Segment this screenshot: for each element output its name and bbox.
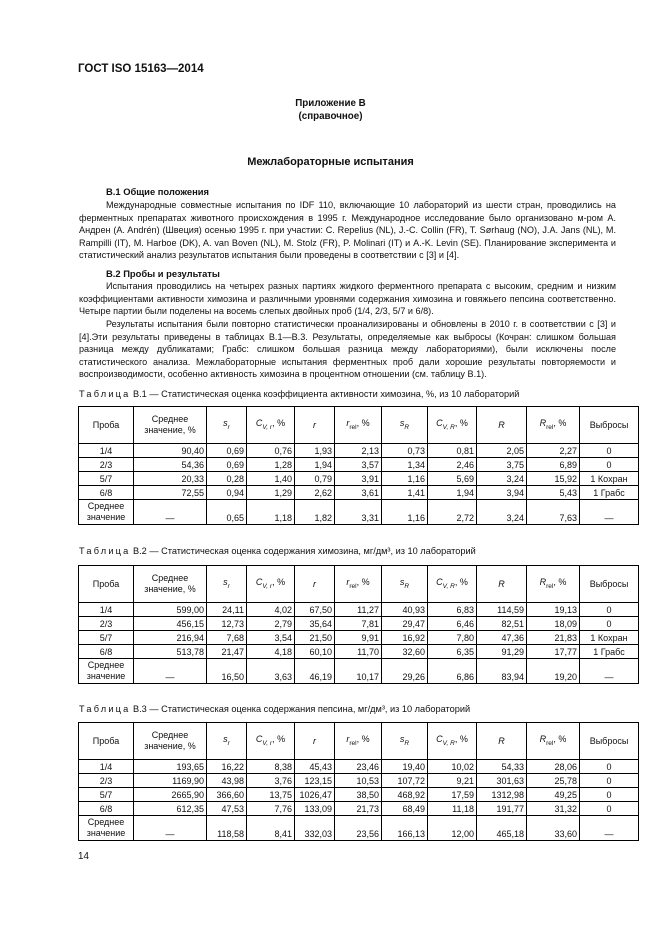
column-header: Выбросы (580, 407, 639, 444)
table-cell: 193,65 (134, 760, 207, 774)
row-label-cell: 6/8 (79, 645, 134, 659)
table-cell: 83,94 (477, 659, 527, 684)
table-cell: 1,82 (295, 500, 335, 525)
table-cell: 1026,47 (295, 788, 335, 802)
table-cell: 8,38 (247, 760, 295, 774)
table-cell: 3,24 (477, 500, 527, 525)
column-header: Проба (79, 407, 134, 444)
table-cell: 16,92 (382, 631, 428, 645)
table-cell: 35,64 (295, 617, 335, 631)
table-cell: 1,40 (247, 472, 295, 486)
table-cell: 54,33 (477, 760, 527, 774)
row-label-cell: 6/8 (79, 802, 134, 816)
table-cell: 19,40 (382, 760, 428, 774)
table-caption-text: В.1 — Статистическая оценка коэффициента активности химозина, %, из 10 лабораторий (130, 389, 520, 399)
table-cell: 4,02 (247, 603, 295, 617)
column-header: $C_{V, R}$, % (428, 407, 477, 444)
table-cell: 0 (580, 802, 639, 816)
table-cell: 2,79 (247, 617, 295, 631)
table-cell: 1312,98 (477, 788, 527, 802)
table-cell: 49,25 (527, 788, 580, 802)
table-cell: 82,51 (477, 617, 527, 631)
table-cell: 68,49 (382, 802, 428, 816)
table-cell: 24,11 (207, 603, 247, 617)
row-label-cell: Среднее значение (79, 659, 134, 684)
statistics-table (78, 406, 639, 525)
table-cell: 7,81 (335, 617, 382, 631)
table-cell: — (134, 816, 207, 841)
column-header: $r_{rel}$, % (335, 407, 382, 444)
table-caption (79, 704, 470, 714)
table-cell: 1,16 (382, 500, 428, 525)
table-cell: 9,91 (335, 631, 382, 645)
table-cell: 10,53 (335, 774, 382, 788)
table-cell: 1,94 (428, 486, 477, 500)
column-header: Проба (79, 723, 134, 760)
column-header: $s_r$ (207, 723, 247, 760)
table-cell: 2,05 (477, 444, 527, 458)
table-cell: 29,47 (382, 617, 428, 631)
table-cell: 0 (580, 444, 639, 458)
section-heading-1: В.1 Общие положения (106, 186, 209, 197)
table-cell: 0,65 (207, 500, 247, 525)
table-cell: 1,34 (382, 458, 428, 472)
page-title: Межлабораторные испытания (247, 156, 414, 168)
table-cell: — (134, 659, 207, 684)
table-cell: 6,46 (428, 617, 477, 631)
row-label-cell: 5/7 (79, 472, 134, 486)
table-cell: 166,13 (382, 816, 428, 841)
table-cell: 3,54 (247, 631, 295, 645)
column-header: $R_{rel}$, % (527, 566, 580, 603)
table-cell: 33,60 (527, 816, 580, 841)
table-cell: 20,33 (134, 472, 207, 486)
table-cell: 1,94 (295, 458, 335, 472)
table-caption (79, 546, 476, 556)
section-heading-2: В.2 Пробы и результаты (106, 268, 220, 279)
table-cell: 1,29 (247, 486, 295, 500)
table-cell: 513,78 (134, 645, 207, 659)
table-cell: 0,76 (247, 444, 295, 458)
column-header: $C_{V, r}$, % (247, 723, 295, 760)
table-caption-prefix: Таблица (79, 704, 131, 714)
table-cell: 1,16 (382, 472, 428, 486)
table-cell: 0,81 (428, 444, 477, 458)
table-cell: 1,41 (382, 486, 428, 500)
table-cell: 6,86 (428, 659, 477, 684)
table-cell: 612,35 (134, 802, 207, 816)
column-header: r (295, 723, 335, 760)
table-row (79, 760, 639, 774)
column-header: $s_r$ (207, 407, 247, 444)
table-cell: 1 Грабс (580, 645, 639, 659)
column-header: $s_R$ (382, 407, 428, 444)
table-cell: 21,50 (295, 631, 335, 645)
table-cell: 7,80 (428, 631, 477, 645)
table-cell: 38,50 (335, 788, 382, 802)
table-cell: 43,98 (207, 774, 247, 788)
table-row (79, 816, 639, 841)
table-row (79, 802, 639, 816)
section-2-paragraph-1: Испытания проводились на четырех разных партиях жидкого ферментного препарата с высоким, средним и низким коэффициентами активности химозина и различными уровнями содержания химозина и говяжьего пепсина соответственно. Четыре партии были поделены на восемь слепых двойных проб (1/4, 2/3, 5/7 и 6/8). (79, 281, 616, 317)
column-header: $C_{V, R}$, % (428, 723, 477, 760)
table-row (79, 788, 639, 802)
table-cell: 45,43 (295, 760, 335, 774)
table-row (79, 659, 639, 684)
table-cell: 3,24 (477, 472, 527, 486)
table-cell: 11,70 (335, 645, 382, 659)
table-cell: 0 (580, 458, 639, 472)
table-cell: 3,31 (335, 500, 382, 525)
table-header-row (79, 566, 639, 603)
table-cell: 3,91 (335, 472, 382, 486)
table-cell: 31,32 (527, 802, 580, 816)
table-cell: 32,60 (382, 645, 428, 659)
column-header: Выбросы (580, 723, 639, 760)
column-header: $s_r$ (207, 566, 247, 603)
table-row (79, 774, 639, 788)
table-cell: 11,18 (428, 802, 477, 816)
table-caption-text: В.3 — Статистическая оценка содержания пепсина, мг/дм³, из 10 лабораторий (130, 704, 471, 714)
table-cell: 1 Грабс (580, 486, 639, 500)
table-cell: 0,69 (207, 444, 247, 458)
table-cell: 191,77 (477, 802, 527, 816)
table-cell: — (580, 659, 639, 684)
table-cell: 114,59 (477, 603, 527, 617)
statistics-table (78, 722, 639, 841)
table-row (79, 500, 639, 525)
column-header: $s_R$ (382, 566, 428, 603)
table-cell: 465,18 (477, 816, 527, 841)
column-header: $R_{rel}$, % (527, 723, 580, 760)
table-cell: 67,50 (295, 603, 335, 617)
column-header: Проба (79, 566, 134, 603)
table-row (79, 458, 639, 472)
table-cell: 0,94 (207, 486, 247, 500)
table-cell: — (580, 500, 639, 525)
table-cell: — (580, 816, 639, 841)
column-header: $r_{rel}$, % (335, 723, 382, 760)
table-cell: 10,02 (428, 760, 477, 774)
table-cell: 1,28 (247, 458, 295, 472)
table-cell: 21,73 (335, 802, 382, 816)
table-cell: 10,17 (335, 659, 382, 684)
table-cell: 90,40 (134, 444, 207, 458)
table-cell: 7,76 (247, 802, 295, 816)
table-cell: 19,13 (527, 603, 580, 617)
page-number: 14 (78, 851, 89, 862)
table-cell: 0,69 (207, 458, 247, 472)
row-label-cell: 5/7 (79, 788, 134, 802)
section-2-paragraph-2: Результаты испытания были повторно статистически проанализированы и обновлены в 2010 г. в соответствии с [3] и [4].Эти результаты приведены в таблицах В.1—В.3. Результаты, определяемые как выбросы (Кочран: слишком большая разница между дубликатами; Грабс: слишком большая разница между лабораториями), были исключены после статистического анализа. Межлабораторные испытания ферментных проб дали хорошие результаты повторяемости и воспроизводимости, особенно активность химозина в процентном отношении (см. таблицу В.1). (79, 319, 616, 380)
table-cell: 3,76 (247, 774, 295, 788)
table-cell: — (134, 500, 207, 525)
table-cell: 5,43 (527, 486, 580, 500)
column-header: r (295, 407, 335, 444)
table-cell: 0 (580, 617, 639, 631)
table-cell: 28,06 (527, 760, 580, 774)
table-cell: 6,35 (428, 645, 477, 659)
column-header: R (477, 407, 527, 444)
table-caption (79, 389, 519, 399)
table-cell: 12,73 (207, 617, 247, 631)
column-header: $R_{rel}$, % (527, 407, 580, 444)
table-cell: 216,94 (134, 631, 207, 645)
table-cell: 4,18 (247, 645, 295, 659)
table-cell: 17,77 (527, 645, 580, 659)
table-cell: 133,09 (295, 802, 335, 816)
column-header: r (295, 566, 335, 603)
table-row (79, 472, 639, 486)
table-cell: 23,56 (335, 816, 382, 841)
table-cell: 16,50 (207, 659, 247, 684)
table-cell: 0,79 (295, 472, 335, 486)
table-cell: 3,57 (335, 458, 382, 472)
table-cell: 2,62 (295, 486, 335, 500)
row-label-cell: 2/3 (79, 617, 134, 631)
table-header-row (79, 723, 639, 760)
table-cell: 11,27 (335, 603, 382, 617)
column-header: $s_R$ (382, 723, 428, 760)
table-cell: 91,29 (477, 645, 527, 659)
table-cell: 3,94 (477, 486, 527, 500)
statistics-table (78, 565, 639, 684)
table-cell: 6,83 (428, 603, 477, 617)
table-cell: 0,28 (207, 472, 247, 486)
column-header: Среднее значение, % (134, 723, 207, 760)
row-label-cell: Среднее значение (79, 500, 134, 525)
table-cell: 1 Кохран (580, 472, 639, 486)
row-label-cell: 5/7 (79, 631, 134, 645)
column-header: $C_{V, r}$, % (247, 566, 295, 603)
table-cell: 0,73 (382, 444, 428, 458)
table-cell: 468,92 (382, 788, 428, 802)
row-label-cell: 2/3 (79, 458, 134, 472)
column-header: $C_{V, R}$, % (428, 566, 477, 603)
table-row (79, 444, 639, 458)
table-cell: 0 (580, 603, 639, 617)
column-header: R (477, 723, 527, 760)
table-cell: 29,26 (382, 659, 428, 684)
table-cell: 3,63 (247, 659, 295, 684)
section-1-text: Международные совместные испытания по IDF 110, включающие 10 лабораторий из шести стран, проводились на ферментных препаратах животного происхождения в 1995 г. Международное исследование было организовано м-ром А. Андрен (A. Andrén) (Швеция) осенью 1995 г. при участии: С. Repelius (NL), J.-C. Collin (FR), T. Sørhaug (NO), J.A. Jans (NL), M. Rampilli (IT), M. Harboe (DK), A. van Boven (NL), M. Stolz (FR), P. Molinari (IT) и A.-K. Levin (SE). Планирование эксперимента и статистический анализ результатов испытания были проведены в соответствии с [3] и [4]. (79, 200, 616, 261)
table-cell: 18,09 (527, 617, 580, 631)
table-cell: 7,68 (207, 631, 247, 645)
column-header: Среднее значение, % (134, 407, 207, 444)
table-row (79, 631, 639, 645)
table-cell: 1 Кохран (580, 631, 639, 645)
table-caption-prefix: Таблица (79, 389, 131, 399)
column-header: Среднее значение, % (134, 566, 207, 603)
table-cell: 21,83 (527, 631, 580, 645)
row-label-cell: Среднее значение (79, 816, 134, 841)
table-row (79, 645, 639, 659)
table-cell: 60,10 (295, 645, 335, 659)
table-cell: 9,21 (428, 774, 477, 788)
standard-header: ГОСТ ISO 15163—2014 (78, 63, 204, 75)
table-cell: 8,41 (247, 816, 295, 841)
table-caption-text: В.2 — Статистическая оценка содержания химозина, мг/дм³, из 10 лабораторий (130, 546, 476, 556)
table-cell: 332,03 (295, 816, 335, 841)
table-cell: 16,22 (207, 760, 247, 774)
table-cell: 3,75 (477, 458, 527, 472)
table-cell: 13,75 (247, 788, 295, 802)
table-cell: 54,36 (134, 458, 207, 472)
table-cell: 301,63 (477, 774, 527, 788)
table-cell: 2665,90 (134, 788, 207, 802)
table-cell: 118,58 (207, 816, 247, 841)
row-label-cell: 1/4 (79, 760, 134, 774)
appendix-title: Приложение В (295, 98, 366, 109)
table-cell: 2,72 (428, 500, 477, 525)
table-row (79, 486, 639, 500)
table-cell: 1169,90 (134, 774, 207, 788)
table-cell: 107,72 (382, 774, 428, 788)
table-cell: 7,63 (527, 500, 580, 525)
table-cell: 12,00 (428, 816, 477, 841)
table-cell: 19,20 (527, 659, 580, 684)
table-cell: 72,55 (134, 486, 207, 500)
table-cell: 0 (580, 774, 639, 788)
table-cell: 21,47 (207, 645, 247, 659)
table-cell: 456,15 (134, 617, 207, 631)
table-cell: 1,18 (247, 500, 295, 525)
table-cell: 5,69 (428, 472, 477, 486)
column-header: R (477, 566, 527, 603)
table-cell: 6,89 (527, 458, 580, 472)
table-cell: 47,36 (477, 631, 527, 645)
table-row (79, 603, 639, 617)
table-cell: 366,60 (207, 788, 247, 802)
table-cell: 15,92 (527, 472, 580, 486)
table-cell: 123,15 (295, 774, 335, 788)
column-header: $r_{rel}$, % (335, 566, 382, 603)
row-label-cell: 2/3 (79, 774, 134, 788)
table-cell: 25,78 (527, 774, 580, 788)
column-header: $C_{V, r}$, % (247, 407, 295, 444)
table-cell: 47,53 (207, 802, 247, 816)
table-header-row (79, 407, 639, 444)
table-cell: 0 (580, 788, 639, 802)
table-cell: 1,93 (295, 444, 335, 458)
table-cell: 17,59 (428, 788, 477, 802)
table-cell: 2,13 (335, 444, 382, 458)
table-cell: 599,00 (134, 603, 207, 617)
table-cell: 2,27 (527, 444, 580, 458)
row-label-cell: 1/4 (79, 603, 134, 617)
table-row (79, 617, 639, 631)
table-cell: 46,19 (295, 659, 335, 684)
appendix-note: (справочное) (298, 111, 363, 122)
table-cell: 2,46 (428, 458, 477, 472)
table-cell: 23,46 (335, 760, 382, 774)
row-label-cell: 1/4 (79, 444, 134, 458)
column-header: Выбросы (580, 566, 639, 603)
row-label-cell: 6/8 (79, 486, 134, 500)
table-caption-prefix: Таблица (79, 546, 131, 556)
table-cell: 40,93 (382, 603, 428, 617)
table-cell: 3,61 (335, 486, 382, 500)
table-cell: 0 (580, 760, 639, 774)
